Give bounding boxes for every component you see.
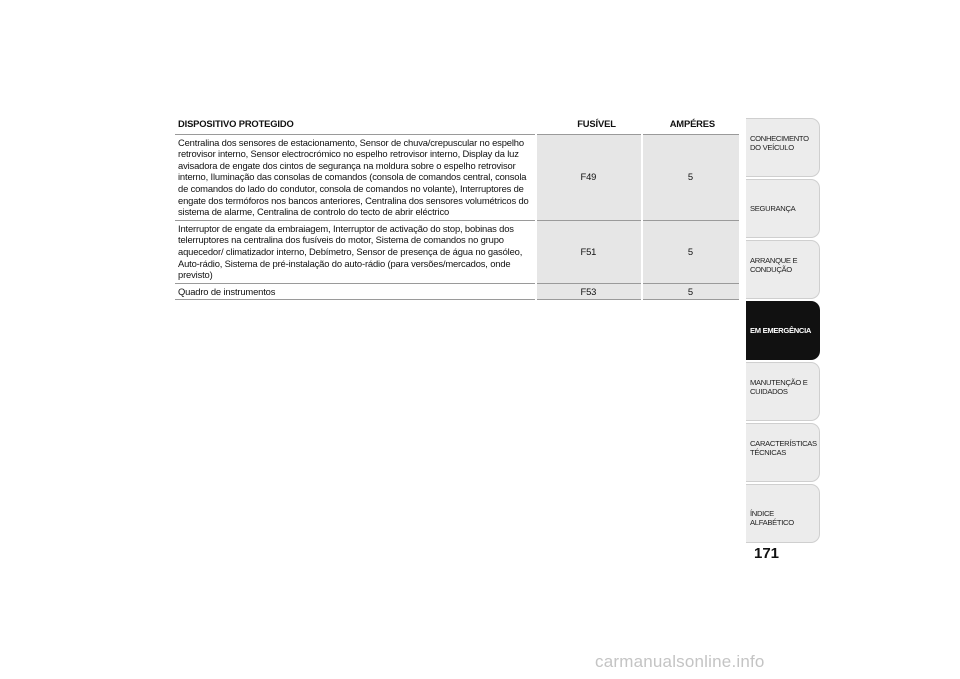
table-row (175, 220, 739, 283)
tab-manutencao-e-cuidados[interactable]: MANUTENÇÃO E CUIDADOS (746, 362, 820, 421)
header-amperes: AMPÉRES (642, 115, 739, 134)
page-number: 171 (754, 545, 780, 562)
amperes-cell: 5 (642, 134, 739, 220)
tab-em-emergencia[interactable]: EM EMERGÊNCIA (746, 301, 820, 360)
device-cell: Centralina dos sensores de estacionamento, Sensor de chuva/crepuscular no espelho retrovisor interno, Sensor electrocrómico no espelho retrovisor interno, Display da luz avisadora de engate dos cintos de segurança na moldura sobre o espelho retrovisor interno, Iluminação das consolas de comandos (consola de comandos central, consola de comandos do lado do condutor, consola de comandos no volante), Interruptores de engate dos termóforos nos bancos anteriores, Centralina dos sensores volumétricos do sistema de alarme, Centralina de controlo do tecto de abrir eléctrico (175, 134, 536, 220)
header-fuse: FUSÍVEL (536, 115, 642, 134)
tab-seguranca[interactable]: SEGURANÇA (746, 179, 820, 238)
fuse-cell: F51 (536, 220, 642, 283)
tab-conhecimento-do-veiculo[interactable]: CONHECIMENTO DO VEÍCULO (746, 118, 820, 177)
tab-arranque-e-conducao[interactable]: ARRANQUE E CONDUÇÃO (746, 240, 820, 299)
table-header-row (175, 115, 739, 134)
table-row (175, 283, 739, 300)
amperes-cell: 5 (642, 220, 739, 283)
fuse-table (175, 115, 739, 300)
table-row (175, 134, 739, 220)
tab-indice-alfabetico[interactable]: ÍNDICE ALFABÉTICO (746, 484, 820, 543)
watermark: carmanualsonline.info (595, 652, 765, 671)
device-cell: Quadro de instrumentos (175, 283, 536, 300)
header-device: DISPOSITIVO PROTEGIDO (175, 115, 536, 134)
device-cell: Interruptor de engate da embraiagem, Interruptor de activação do stop, bobinas dos telerruptores na centralina dos fusíveis do motor, Sistema de comandos no grupo aquecedor/ climatizador interno, Debímetro, Sensor de presença de água no gasóleo, Auto-rádio, Sistema de pré-instalação do auto-rádio (para versões/mercados, onde previsto) (175, 220, 536, 283)
fuse-cell: F49 (536, 134, 642, 220)
fuse-cell: F53 (536, 283, 642, 300)
amperes-cell: 5 (642, 283, 739, 300)
tab-caracteristicas-tecnicas[interactable]: CARACTERÍSTICAS TÉCNICAS (746, 423, 820, 482)
section-tabs (746, 118, 820, 545)
